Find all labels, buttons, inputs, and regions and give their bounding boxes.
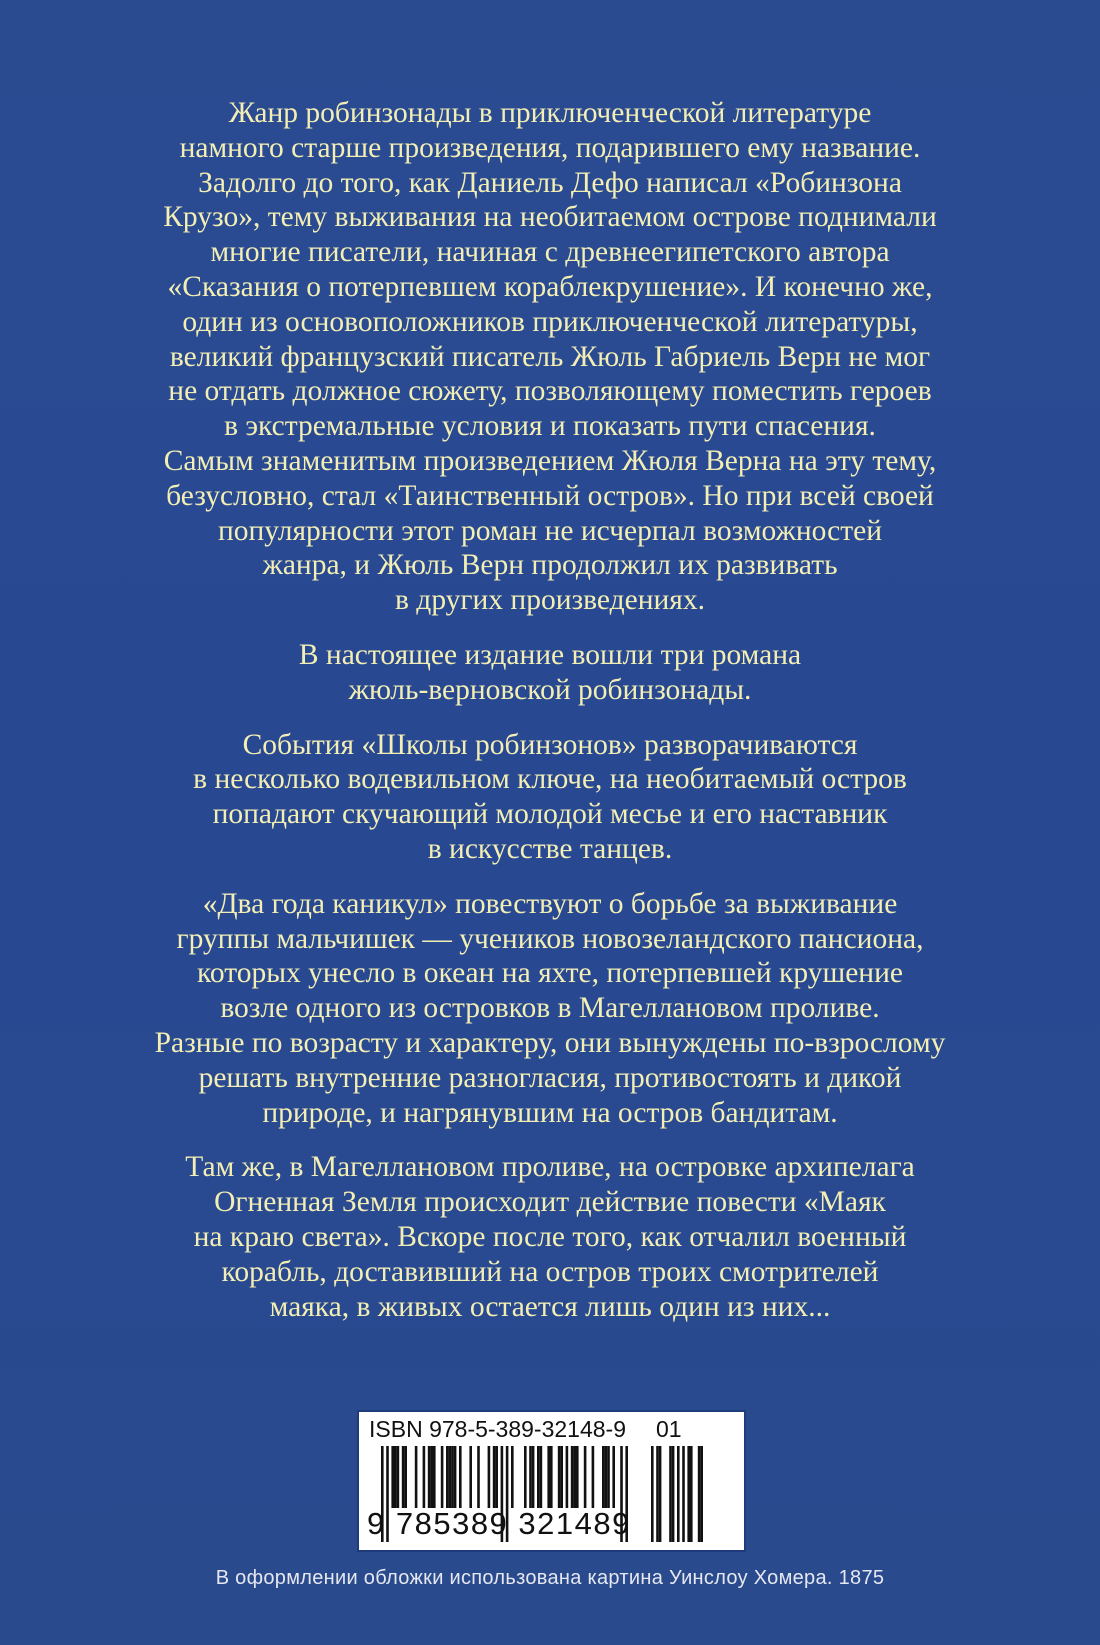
barcode-bar (428, 1446, 431, 1508)
cover-credit: В оформлении обложки использована картина Уинслоу Хомера. 1875 (215, 1567, 885, 1589)
annotation-line: на краю света». Вскоре после того, как отчалил военный (193, 1220, 907, 1253)
addon-bar (698, 1446, 701, 1542)
annotation-line: в искусстве танцев. (427, 832, 673, 865)
annotation-line: в несколько водевильном ключе, на необитаемый остров (193, 763, 907, 796)
barcode-bar (607, 1446, 610, 1508)
barcode-bar (477, 1446, 480, 1508)
barcode-bar (605, 1446, 608, 1508)
annotation-line: «Два года каникул» повествуют о борьбе за выживание (202, 887, 898, 920)
barcode-bar (446, 1446, 449, 1508)
annotation-line: природе, и нагрянувшим на остров бандитам. (262, 1096, 838, 1129)
barcode-bar (550, 1446, 553, 1508)
annotation-line: в других произведениях. (395, 584, 705, 617)
annotation-line: популярности этот роман не исчерпал возможностей (217, 514, 883, 547)
addon-bar (687, 1446, 690, 1542)
barcode-bar (394, 1446, 397, 1508)
barcode-bar (602, 1446, 605, 1508)
barcode-bar (612, 1446, 615, 1508)
annotation-line: возле одного из островков в Магеллановом проливе. (220, 992, 880, 1025)
barcode-bar (459, 1446, 462, 1508)
annotation-line: многие писатели, начиная с древнеегипетского автора (210, 236, 890, 269)
annotation-paragraph (100, 887, 1000, 1131)
barcode-bar (415, 1446, 418, 1508)
barcode-bar (397, 1446, 400, 1508)
barcode-bar (592, 1446, 595, 1508)
annotation-line: решать внутренние разногласия, противостоять и дикой (198, 1061, 902, 1094)
addon-bar (656, 1446, 659, 1542)
barcode-bar (495, 1446, 498, 1508)
barcode-bar (441, 1446, 444, 1508)
barcode-bar (391, 1446, 394, 1508)
addon-bar (672, 1446, 675, 1542)
barcode-bar (529, 1446, 532, 1508)
annotation-line: События «Школы робинзонов» разворачиваются (242, 728, 858, 761)
annotation-line: безусловно, стал «Таинственный остров». Но при всей своей (166, 479, 934, 512)
barcode-bar (469, 1446, 472, 1508)
annotation-line: в экстремальные условия и показать пути спасения. (224, 410, 876, 443)
addon-bar (669, 1446, 672, 1542)
barcode-bar (488, 1446, 491, 1508)
barcode-bar (571, 1446, 574, 1508)
barcode-bar (430, 1446, 433, 1508)
annotation-line: жанра, и Жюль Верн продолжил их развивать (262, 549, 838, 582)
barcode-bar (524, 1446, 527, 1508)
addon-bar (682, 1446, 685, 1542)
annotation-line: не отдать должное сюжету, позволяющему поместить героев (168, 375, 932, 408)
annotation-text (100, 96, 1000, 1344)
barcode-bar (433, 1446, 436, 1508)
annotation-paragraph (100, 728, 1000, 867)
annotation-paragraph (100, 638, 1000, 708)
barcode-bar (423, 1446, 426, 1508)
barcode-bar (576, 1446, 579, 1508)
addon-bar (700, 1446, 703, 1542)
addon-bar (659, 1446, 662, 1542)
annotation-line: группы мальчишек — учеников новозеландского пансиона, (176, 922, 924, 955)
barcode-bar (547, 1446, 550, 1508)
addon-bar (651, 1446, 654, 1542)
barcode-bar (493, 1446, 496, 1508)
annotation-line: Разные по возрасту и характеру, они вынуждены по-взрослому (154, 1026, 946, 1059)
annotation-line: Задолго до того, как Даниель Дефо написал «Робинзона (198, 166, 902, 199)
barcode-bar (451, 1446, 454, 1508)
addon-bar (690, 1446, 693, 1542)
barcode-bar (537, 1446, 540, 1508)
barcode-bar (454, 1446, 457, 1508)
barcode-bar (402, 1446, 405, 1508)
annotation-line: жюль-верновской робинзонады. (348, 673, 752, 706)
annotation-line: великий французский писатель Жюль Габриель Верн не мог (169, 340, 931, 373)
annotation-line: Самым знаменитым произведением Жюля Верна на эту тему, (163, 444, 937, 477)
isbn-addon: 01 (656, 1416, 682, 1442)
annotation-line: Крузо», тему выживания на необитаемом острове поднимали (163, 201, 937, 234)
barcode-bar (404, 1446, 407, 1508)
annotation-line: Жанр робинзонады в приключенческой литературе (228, 97, 872, 129)
annotation-line: Там же, в Магеллановом проливе, на островке архипелага (185, 1151, 915, 1184)
annotation-line: которых унесло в океан на яхте, потерпевшей крушение (197, 957, 903, 990)
annotation-line: намного старше произведения, подарившего ему название. (179, 131, 921, 164)
isbn-barcode (357, 1410, 746, 1552)
barcode-bar (540, 1446, 543, 1508)
annotation-line: «Сказания о потерпевшем кораблекрушение». И конечно же, (167, 270, 933, 303)
barcode-bar (558, 1446, 561, 1508)
barcode-digits: 9 785389 321489 (367, 1506, 631, 1541)
barcode-bar (449, 1446, 452, 1508)
barcode-bar (560, 1446, 563, 1508)
isbn-label: ISBN 978-5-389-32148-9 (369, 1416, 626, 1442)
annotation-paragraph (100, 1150, 1000, 1324)
barcode-bar (584, 1446, 587, 1508)
barcode-bar (532, 1446, 535, 1508)
annotation-line: Огненная Земля происходит действие повести «Маяк (214, 1186, 886, 1219)
addon-bar (677, 1446, 680, 1542)
annotation-line: попадают скучающий молодой месье и его наставник (212, 798, 888, 831)
annotation-line: В настоящее издание вошли три романа (298, 638, 802, 671)
barcode-bar (511, 1446, 514, 1508)
annotation-paragraph (100, 96, 1000, 618)
annotation-line: один из основоположников приключенческой литературы, (182, 305, 918, 338)
annotation-line: корабль, доставивший на остров троих смотрителей (221, 1255, 879, 1288)
annotation-line: маяка, в живых остается лишь один из них... (269, 1290, 831, 1323)
barcode-bar (566, 1446, 569, 1508)
barcode-bar (573, 1446, 576, 1508)
